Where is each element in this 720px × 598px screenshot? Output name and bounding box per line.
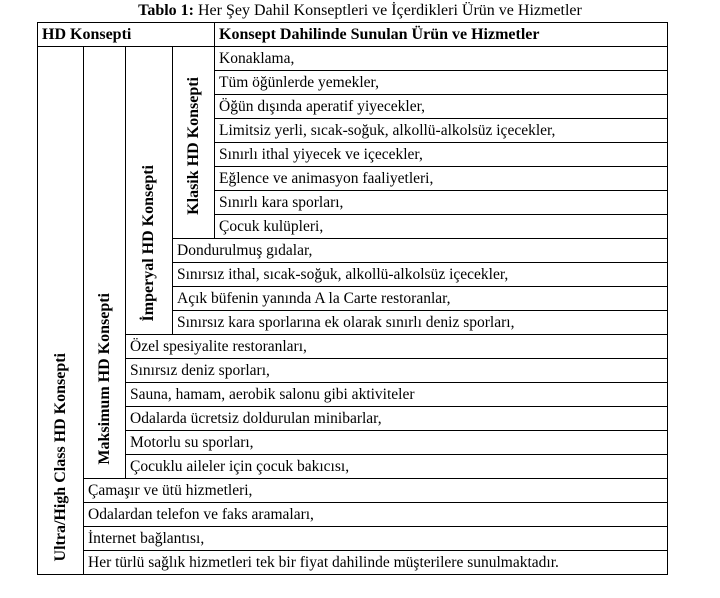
table-row	[38, 527, 668, 551]
klasik-concept-cell	[173, 47, 215, 239]
imperyal-item: Dondurulmuş gıdalar,	[173, 239, 668, 263]
maksimum-item: Özel spesiyalite restoranları,	[126, 335, 668, 359]
ultra-item: Her türlü sağlık hizmetleri tek bir fiyat dahilinde müşterilere sunulmaktadır.	[84, 551, 668, 575]
table-row	[38, 551, 668, 575]
table-row	[38, 431, 668, 455]
table-row	[38, 383, 668, 407]
caption-text: Her Şey Dahil Konseptleri ve İçerdikleri Ürün ve Hizmetler	[194, 2, 582, 19]
table-row	[38, 407, 668, 431]
klasik-item: Konaklama,	[215, 47, 668, 71]
table-row	[38, 479, 668, 503]
klasik-item: Öğün dışında aperatif yiyecekler,	[215, 95, 668, 119]
maksimum-item: Çocuklu aileler için çocuk bakıcısı,	[126, 455, 668, 479]
maksimum-item: Motorlu su sporları,	[126, 431, 668, 455]
imperyal-concept-cell	[126, 47, 173, 335]
ultra-item: Çamaşır ve ütü hizmetleri,	[84, 479, 668, 503]
klasik-concept-label: Klasik HD Konsepti	[184, 77, 202, 215]
concept-table	[37, 22, 668, 575]
maksimum-item: Sınırsız deniz sporları,	[126, 359, 668, 383]
table-row	[38, 47, 668, 71]
klasik-item: Tüm öğünlerde yemekler,	[215, 71, 668, 95]
maksimum-concept-cell	[84, 47, 126, 479]
maksimum-item: Odalarda ücretsiz doldurulan minibarlar,	[126, 407, 668, 431]
table-row	[38, 335, 668, 359]
imperyal-concept-label: İmperyal HD Konsepti	[140, 164, 157, 321]
klasik-item: Çocuk kulüpleri,	[215, 215, 668, 239]
table-caption	[0, 1, 720, 21]
header-row	[38, 23, 668, 47]
table-row	[38, 455, 668, 479]
klasik-item: Limitsiz yerli, sıcak-soğuk, alkollü-alkolsüz içecekler,	[215, 119, 668, 143]
table-row	[38, 503, 668, 527]
ultra-concept-cell	[38, 47, 84, 575]
klasik-item: Sınırlı kara sporları,	[215, 191, 668, 215]
imperyal-item: Sınırsız kara sporlarına ek olarak sınırlı deniz sporları,	[173, 311, 668, 335]
header-items: Konsept Dahilinde Sunulan Ürün ve Hizmetler	[215, 23, 668, 47]
ultra-concept-label: Ultra/High Class HD Konsepti	[51, 352, 69, 561]
caption-label: Tablo 1:	[138, 2, 194, 19]
imperyal-item: Sınırsız ithal, sıcak-soğuk, alkollü-alkolsüz içecekler,	[173, 263, 668, 287]
klasik-item: Sınırlı ithal yiyecek ve içecekler,	[215, 143, 668, 167]
klasik-item: Eğlence ve animasyon faaliyetleri,	[215, 167, 668, 191]
maksimum-concept-label: Maksimum HD Konsepti	[95, 293, 113, 465]
imperyal-item: Açık büfenin yanında A la Carte restoranlar,	[173, 287, 668, 311]
ultra-item: Odalardan telefon ve faks aramaları,	[84, 503, 668, 527]
header-concept: HD Konsepti	[38, 23, 215, 47]
ultra-item: İnternet bağlantısı,	[84, 527, 668, 551]
maksimum-item: Sauna, hamam, aerobik salonu gibi aktiviteler	[126, 383, 668, 407]
table-row	[38, 359, 668, 383]
